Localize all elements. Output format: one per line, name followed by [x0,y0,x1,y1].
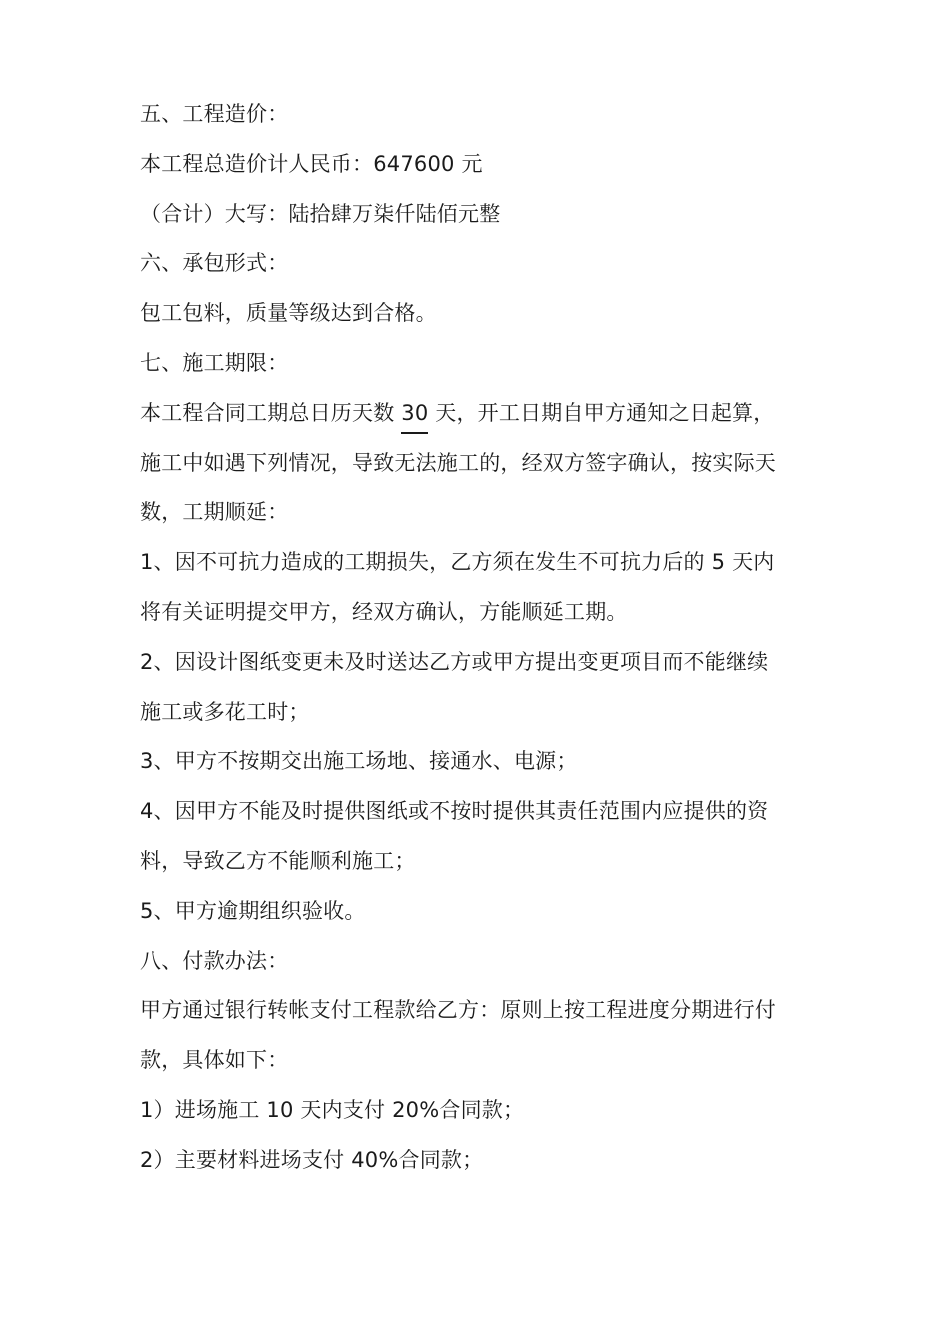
paragraph-line: 施工中如遇下列情况，导致无法施工的，经双方签字确认，按实际天 [140,450,776,475]
duration-line [140,389,830,439]
contract-text [140,90,830,1186]
payment-item-line: 1）进场施工 10 天内支付 20%合同款； [140,1097,525,1122]
paragraph-line: 数，工期顺延： [140,500,289,525]
paragraph-line: 款，具体如下： [140,1048,289,1073]
list-item-line: 2、因设计图纸变更未及时送达乙方或甲方提出变更项目而不能继续 [140,649,769,674]
list-item-line: 4、因甲方不能及时提供图纸或不按时提供其责任范围内应提供的资 [140,799,769,824]
payment-item-line: 2）主要材料进场支付 40%合同款； [140,1147,484,1172]
list-item-line: 料，导致乙方不能顺利施工； [140,848,416,873]
contract-form-line: 包工包料，质量等级达到合格。 [140,301,437,326]
list-item-line: 5、甲方逾期组织验收。 [140,898,366,923]
section-heading-duration: 七、施工期限： [140,350,289,375]
list-item-line: 将有关证明提交甲方，经双方确认，方能顺延工期。 [140,599,628,624]
section-heading-cost: 五、工程造价： [140,102,289,126]
list-item-line: 3、甲方不按期交出施工场地、接通水、电源； [140,749,578,774]
list-item-line: 施工或多花工时； [140,699,310,724]
list-item-line: 1、因不可抗力造成的工期损失，乙方须在发生不可抗力后的 5 天内 [140,550,775,575]
duration-days-value: 30 [401,400,429,425]
paragraph-line: 甲方通过银行转帐支付工程款给乙方：原则上按工程进度分期进行付 [140,998,776,1023]
section-heading-payment: 八、付款办法： [140,948,289,973]
duration-text-before: 本工程合同工期总日历天数 [140,400,402,425]
total-cost-line: 本工程总造价计人民币：647600 元 [140,151,483,176]
duration-text-after: 天，开工日期自甲方通知之日起算， [428,400,775,425]
section-heading-contract-form: 六、承包形式： [140,251,289,276]
total-cost-words-line: （合计）大写：陆拾肆万柒仟陆佰元整 [140,201,501,226]
